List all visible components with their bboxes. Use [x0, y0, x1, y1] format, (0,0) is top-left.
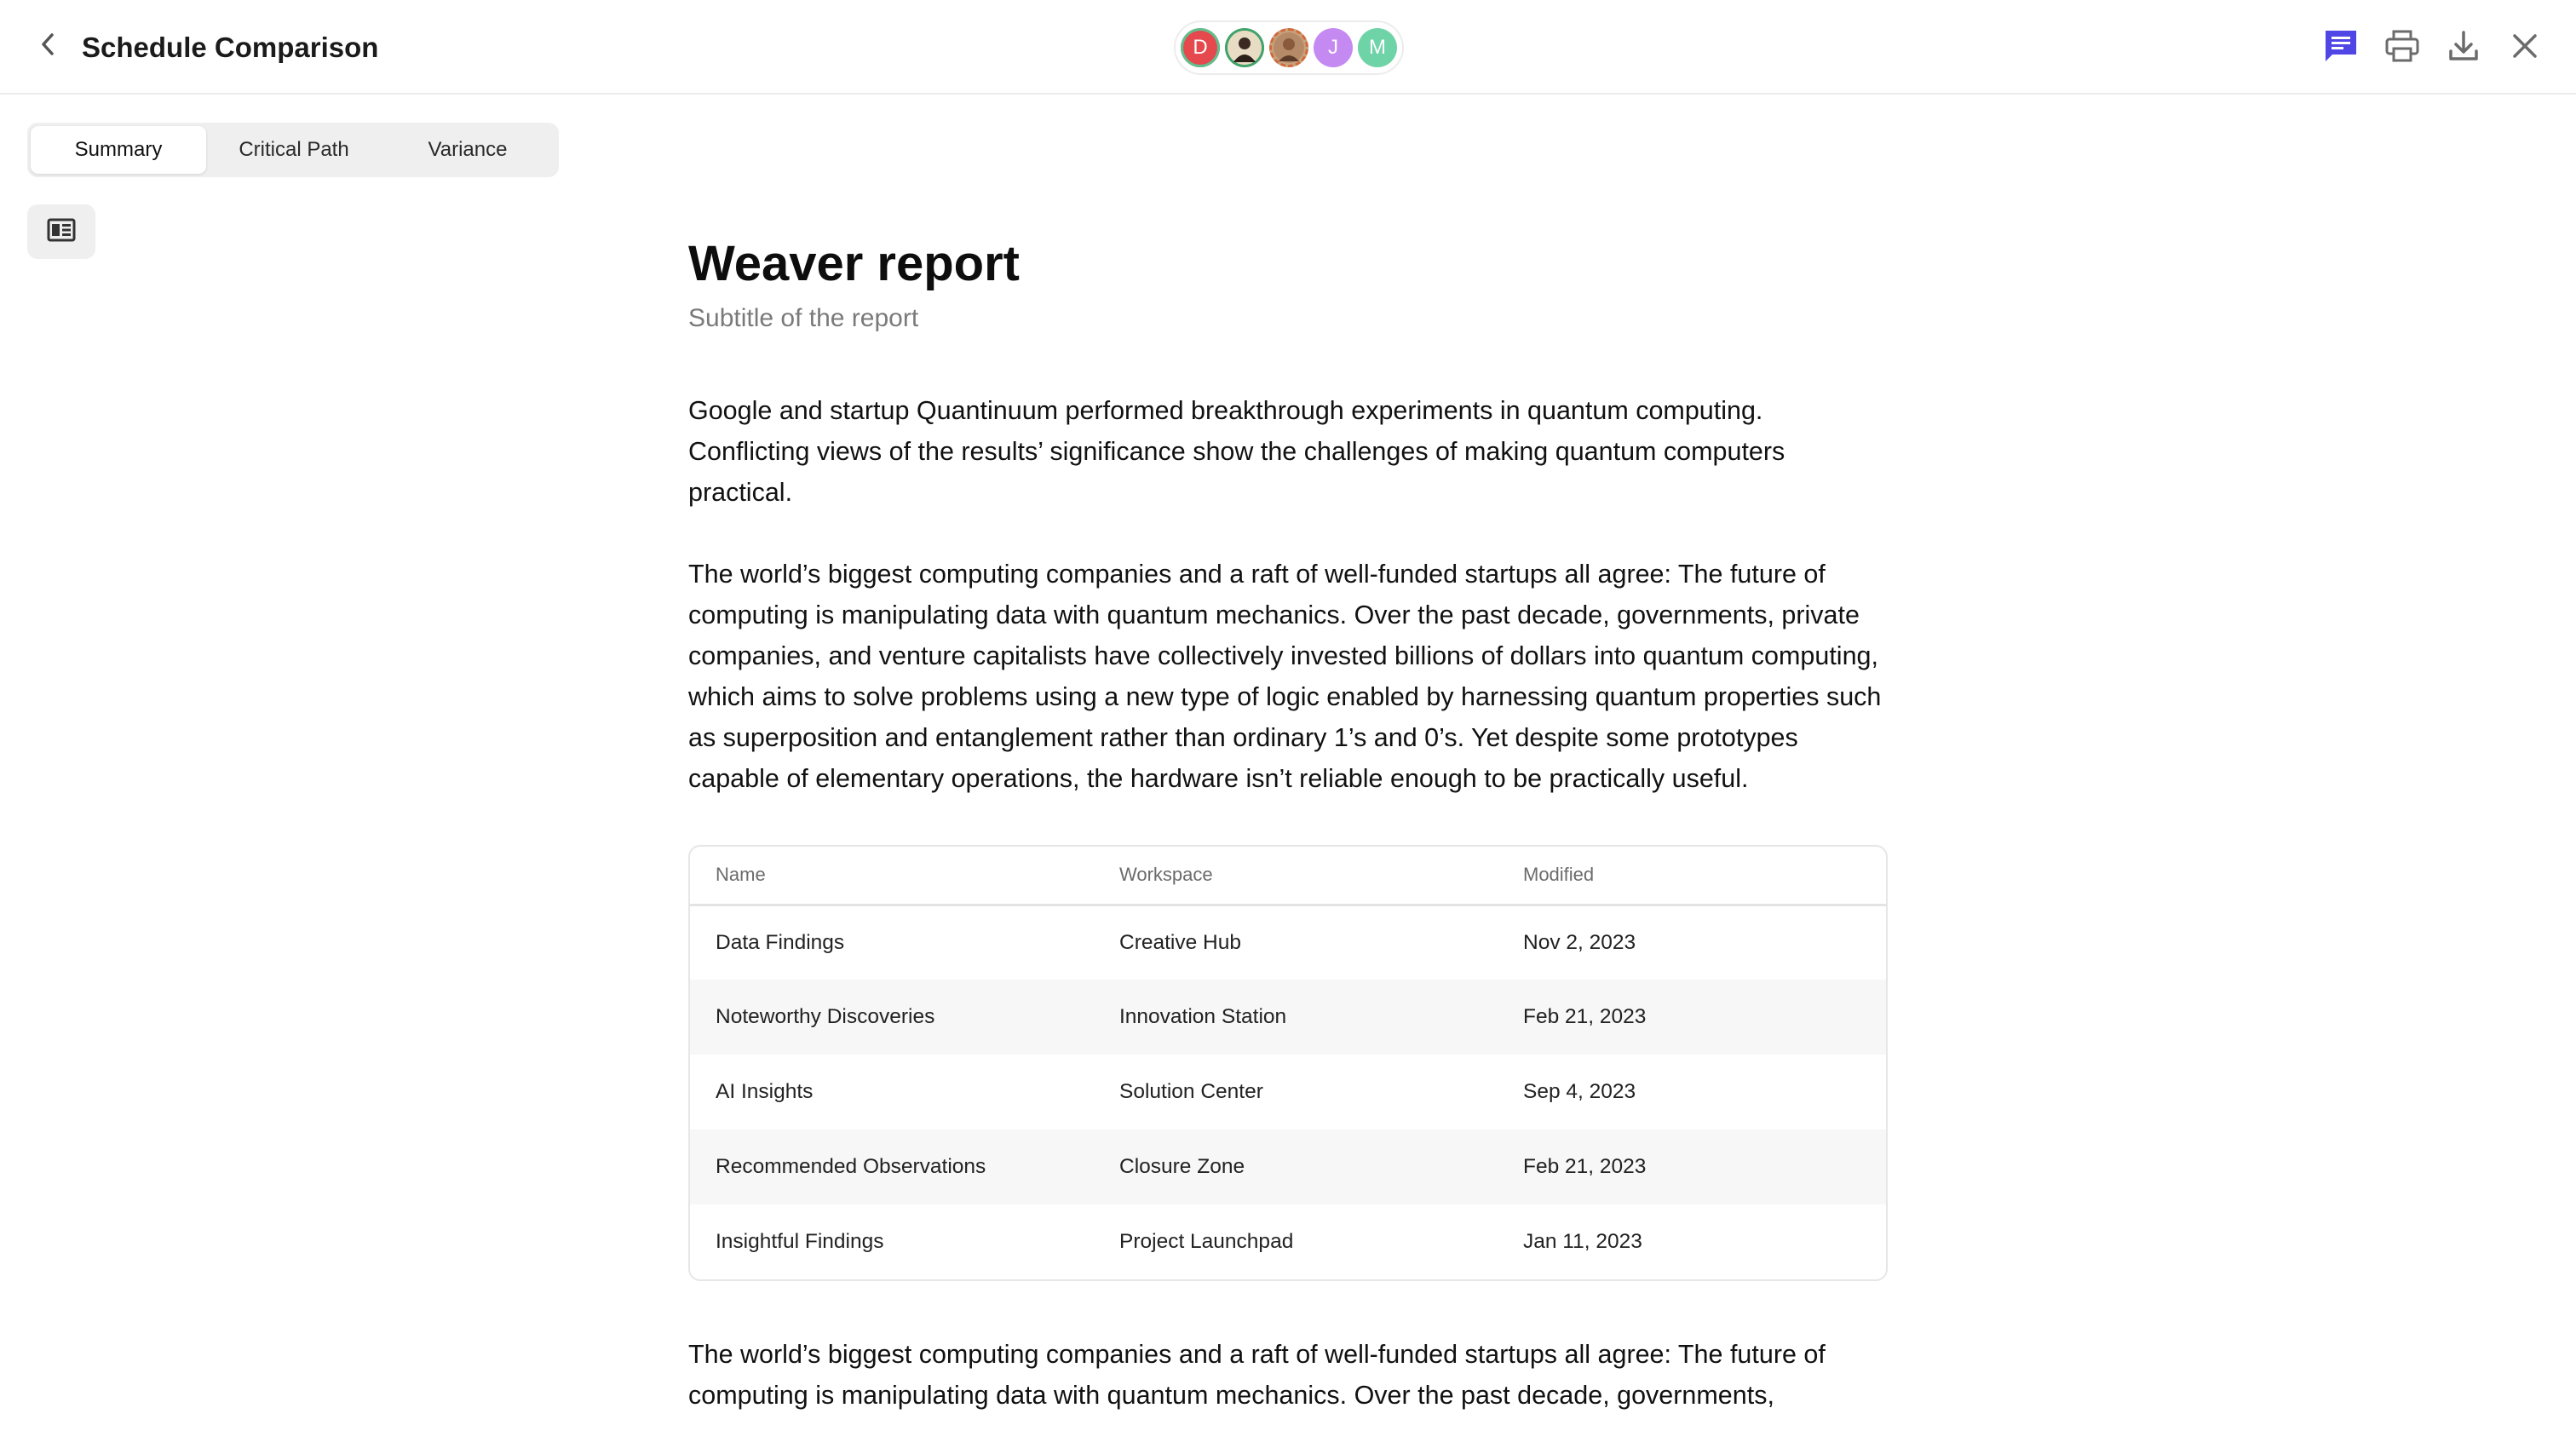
cell-workspace: Closure Zone [1094, 1129, 1498, 1204]
cell-workspace: Solution Center [1119, 1080, 1263, 1103]
download-icon [2447, 29, 2481, 67]
report-paragraph: Google and startup Quantinuum performed breakthrough experiments in quantum computing. Conflicting views of the results’ significance show the challenges of making quantum computers practical. [688, 396, 1785, 507]
cell-name: Data Findings [716, 930, 845, 954]
avatar[interactable] [1181, 28, 1220, 67]
report-subtitle: Subtitle of the report [688, 304, 919, 332]
comment-icon [2322, 27, 2360, 69]
avatar-initial: J [1328, 36, 1338, 59]
cell-name: AI Insights [716, 1080, 814, 1103]
report-title: Weaver report [688, 236, 1020, 291]
table-of-contents-button[interactable] [27, 204, 95, 259]
tab-variance[interactable]: Variance [428, 138, 508, 161]
report-table [688, 845, 1888, 1281]
table-row[interactable] [690, 1055, 1886, 1129]
top-bar [0, 0, 2576, 95]
cell-workspace: Project Launchpad [1119, 1230, 1294, 1253]
avatar[interactable] [1269, 28, 1308, 67]
table-row[interactable] [690, 905, 1886, 980]
avatar[interactable] [1358, 28, 1397, 67]
report-paragraph: The world’s biggest computing companies and a raft of well-funded startups all agree: The future of computing is manipulating data with quantum mechanics. Over the past decade, governments, private companies, and venture capitalists have collectively invested billions of dollars into quantum computing, which aims to solve problems using a new type of logic enabled by harnessing quantum properties such as superposition and entanglement rather than ordinary 1’s and 0’s. Yet despite some prototypes capable of elementary operations, the hardware isn’t reliable enough to be practically useful. [688, 560, 1882, 793]
tab-critical-path[interactable]: Critical Path [239, 138, 349, 161]
report-document [688, 230, 1891, 1416]
report-paragraph: The world’s biggest computing companies and a raft of well-funded startups all agree: The future of computing is manipulating data with quantum mechanics. Over the past decade, governments, [688, 1340, 1826, 1410]
table-row[interactable] [690, 980, 1886, 1055]
table-row[interactable] [690, 1204, 1886, 1279]
cell-modified: Sep 4, 2023 [1523, 1080, 1636, 1103]
column-header-name[interactable]: Name [690, 847, 1094, 905]
comments-button[interactable] [2319, 26, 2363, 70]
avatar-initial: M [1369, 36, 1386, 59]
close-icon [2510, 31, 2540, 66]
cell-name: Insightful Findings [716, 1230, 884, 1253]
cell-modified: Feb 21, 2023 [1498, 1129, 1886, 1204]
close-button[interactable] [2503, 26, 2547, 70]
avatar[interactable] [1314, 28, 1353, 67]
cell-modified: Feb 21, 2023 [1498, 980, 1886, 1055]
table-row[interactable] [690, 1129, 1886, 1204]
column-header-modified[interactable]: Modified [1498, 847, 1886, 905]
person-photo-icon [1272, 31, 1306, 65]
back-button[interactable] [31, 29, 65, 63]
column-header-workspace[interactable]: Workspace [1094, 847, 1498, 905]
cell-name: Recommended Observations [690, 1129, 1094, 1204]
download-button[interactable] [2441, 26, 2486, 70]
avatar[interactable] [1225, 28, 1264, 67]
table-header-row [690, 847, 1886, 905]
chevron-left-icon [38, 32, 57, 61]
avatar-initial: D [1193, 36, 1208, 59]
person-photo-icon [1225, 28, 1264, 67]
view-tabs [27, 123, 559, 177]
table-of-contents-icon [47, 217, 76, 247]
cell-modified: Jan 11, 2023 [1523, 1230, 1642, 1253]
tab-summary[interactable]: Summary [31, 126, 206, 174]
collaborator-avatars [1174, 20, 1404, 75]
cell-name: Noteworthy Discoveries [690, 980, 1094, 1055]
cell-modified: Nov 2, 2023 [1523, 930, 1636, 954]
cell-workspace: Innovation Station [1094, 980, 1498, 1055]
page-title: Schedule Comparison [82, 32, 379, 63]
cell-workspace: Creative Hub [1119, 930, 1241, 954]
print-button[interactable] [2380, 26, 2424, 70]
print-icon [2384, 28, 2420, 68]
header-actions [2302, 26, 2547, 70]
